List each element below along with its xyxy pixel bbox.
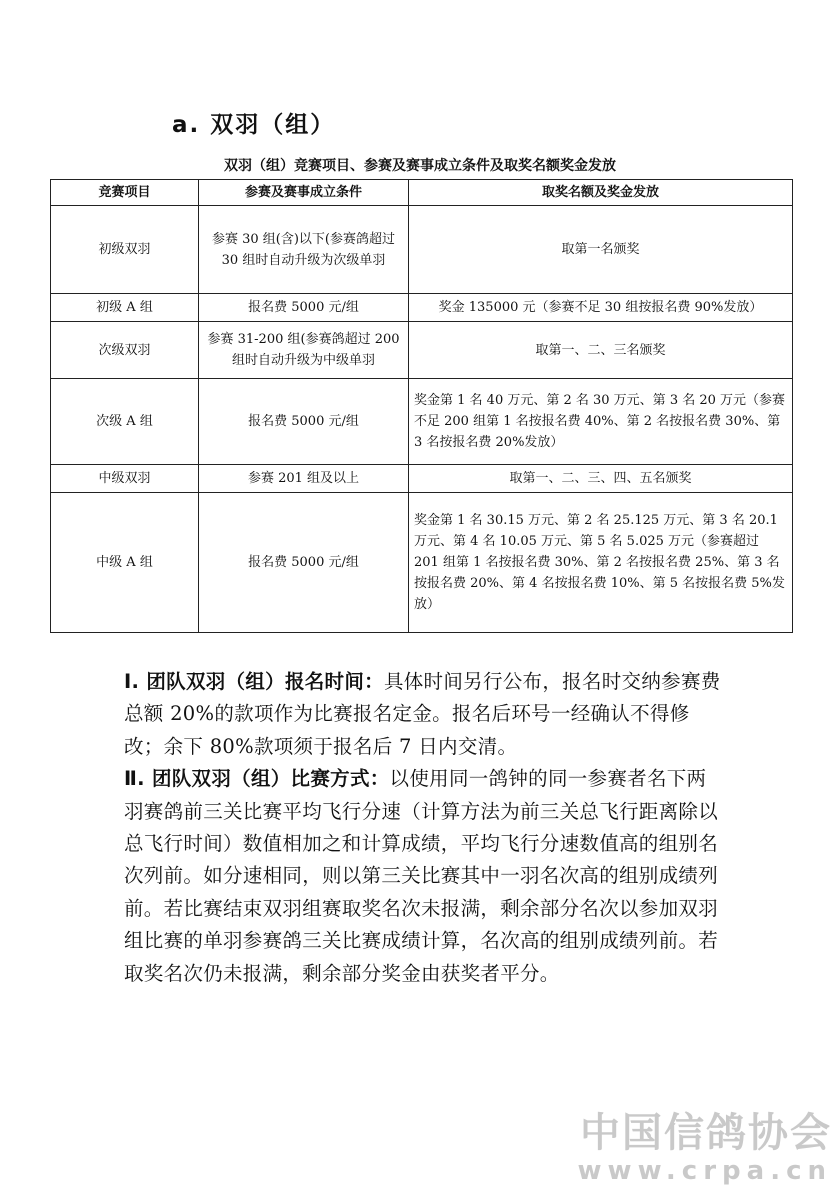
column-header-event: 竞赛项目 — [51, 180, 199, 206]
cell-prize: 取第一名颁奖 — [409, 206, 793, 294]
paragraph-lead: Ⅰ. 团队双羽（组）报名时间： — [124, 670, 384, 693]
table-row — [51, 465, 793, 493]
table-row — [51, 206, 793, 294]
cell-prize: 取第一、二、三名颁奖 — [409, 322, 793, 379]
cell-condition: 报名费 5000 元/组 — [199, 379, 409, 465]
cell-event: 中级双羽 — [51, 465, 199, 493]
paragraph-format — [124, 763, 724, 990]
table-row — [51, 493, 793, 633]
cell-prize: 取第一、二、三、四、五名颁奖 — [409, 465, 793, 493]
cell-event: 次级双羽 — [51, 322, 199, 379]
table-row — [51, 322, 793, 379]
cell-event: 初级双羽 — [51, 206, 199, 294]
body-text — [124, 666, 724, 990]
watermark-name: 中国信鸽协会 — [580, 1110, 832, 1156]
cell-prize: 奖金 135000 元（参赛不足 30 组按报名费 90%发放） — [409, 294, 793, 322]
watermark-url: www.crpa.cn — [577, 1156, 832, 1186]
table-row — [51, 379, 793, 465]
paragraph-lead: Ⅱ. 团队双羽（组）比赛方式： — [124, 767, 390, 791]
watermark — [578, 1110, 832, 1186]
table-header-row — [51, 180, 793, 206]
table-row — [51, 294, 793, 322]
paragraph-text: 具体时间另行公布，报名时交纳参赛费总额 20%的款项作为比赛报名定金。报名后环号一经确认不得修改；余下 80%款项须于报名后 7 日内交清。 — [124, 670, 721, 758]
cell-event: 初级 A 组 — [51, 294, 199, 322]
column-header-prize: 取奖名额及奖金发放 — [409, 180, 793, 206]
cell-prize: 奖金第 1 名 40 万元、第 2 名 30 万元、第 3 名 20 万元（参赛不足 200 组第 1 名按报名费 40%、第 2 名按报名费 30%、第 3 名按报名费 20%发放） — [409, 379, 793, 465]
cell-condition: 参赛 31-200 组(参赛鸽超过 200 组时自动升级为中级单羽 — [199, 322, 409, 379]
cell-condition: 报名费 5000 元/组 — [199, 294, 409, 322]
cell-event: 中级 A 组 — [51, 493, 199, 633]
table-title: 双羽（组）竞赛项目、参赛及赛事成立条件及取奖名额奖金发放 — [224, 158, 616, 174]
cell-condition: 参赛 30 组(含)以下(参赛鸽超过 30 组时自动升级为次级单羽 — [199, 206, 409, 294]
cell-prize: 奖金第 1 名 30.15 万元、第 2 名 25.125 万元、第 3 名 20.1 万元、第 4 名 10.05 万元、第 5 名 5.025 万元（参赛超过 201 组第 1 名按报名费 30%、第 2 名按报名费 25%、第 3 名按报名费 20%、第 4 名按报名费 10%、第 5 名按报名费 5%发放） — [409, 493, 793, 633]
section-heading: a. 双羽（组） — [172, 112, 336, 138]
cell-condition: 参赛 201 组及以上 — [199, 465, 409, 493]
cell-event: 次级 A 组 — [51, 379, 199, 465]
paragraph-registration — [124, 666, 724, 763]
paragraph-text: 以使用同一鸽钟的同一参赛者名下两羽赛鸽前三关比赛平均飞行分速（计算方法为前三关总飞行距离除以总飞行时间）数值相加之和计算成绩，平均飞行分速数值高的组别名次列前。如分速相同，则以第三关比赛其中一羽名次高的组别成绩列前。若比赛结束双羽组赛取奖名次未报满，剩余部分名次以参加双羽组比赛的单羽参赛鸽三关比赛成绩计算，名次高的组别成绩列前。若取奖名次仍未报满，剩余部分奖金由获奖者平分。 — [124, 767, 719, 985]
column-header-condition: 参赛及赛事成立条件 — [199, 180, 409, 206]
competition-table — [50, 179, 793, 633]
cell-condition: 报名费 5000 元/组 — [199, 493, 409, 633]
